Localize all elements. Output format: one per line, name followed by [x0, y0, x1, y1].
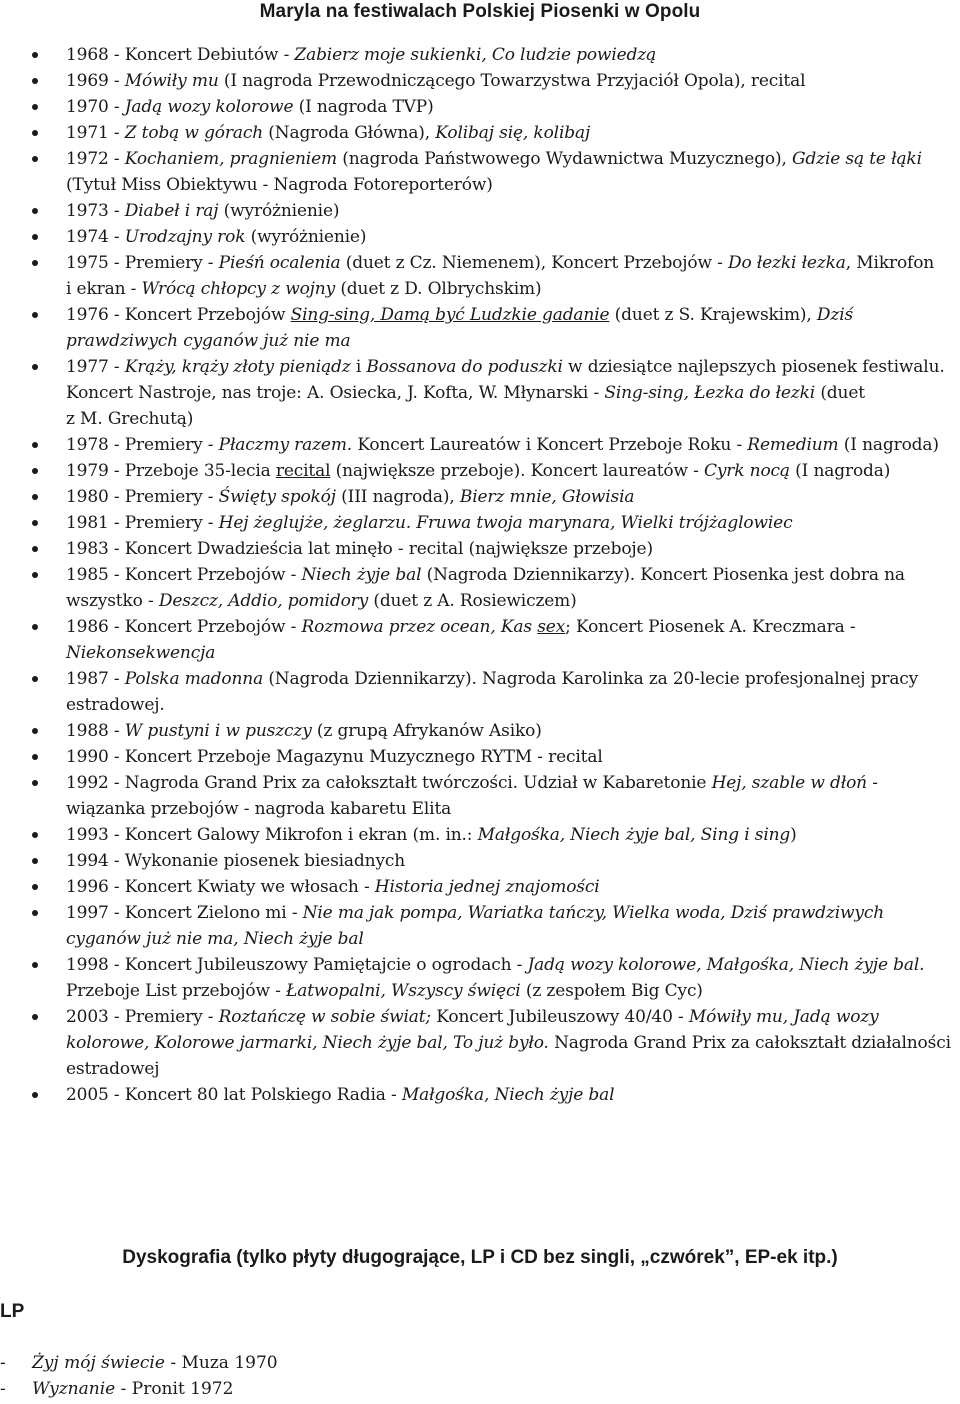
event-text-segment: Jadą wozy kolorowe, Małgośka, Niech żyje bal.	[527, 955, 925, 975]
event-text-segment: Kochaniem, pragnieniem	[124, 149, 337, 169]
bullet-icon	[32, 364, 38, 370]
event-text	[66, 721, 542, 741]
event-text-segment: Krąży, krąży złoty pieniądz	[124, 357, 351, 377]
event-text	[66, 825, 797, 845]
event-item	[0, 848, 960, 874]
event-text-segment: 1974 -	[66, 227, 125, 247]
event-text-segment: Diabeł i raj	[124, 201, 219, 221]
event-item	[0, 536, 960, 562]
event-text-segment: , Mikrofon	[845, 253, 935, 273]
event-text-segment: (Nagroda Dziennikarzy). Koncert Piosenka jest dobra na wszystko -	[66, 565, 905, 611]
bullet-icon	[32, 572, 38, 578]
lp-section-label: LP	[0, 1301, 25, 1322]
event-item	[0, 458, 960, 484]
event-text-segment: Z tobą w górach	[124, 123, 264, 143]
event-text-segment: sex	[537, 617, 566, 637]
event-item	[0, 120, 960, 146]
event-text-segment: Pieśń ocalenia	[218, 253, 341, 273]
event-text-segment: 1976 - Koncert Przebojów	[66, 305, 291, 325]
bullet-icon	[32, 260, 38, 266]
event-text	[66, 565, 905, 611]
event-text	[66, 149, 922, 195]
event-text	[66, 201, 339, 221]
event-text-segment: (I nagroda)	[789, 461, 891, 481]
event-text-segment: i ekran -	[66, 279, 142, 299]
event-text-segment: z M. Grechutą)	[66, 409, 194, 429]
bullet-icon	[32, 494, 38, 500]
event-item	[0, 68, 960, 94]
event-item	[0, 354, 960, 432]
bullet-icon	[32, 78, 38, 84]
bullet-icon	[32, 234, 38, 240]
event-text	[66, 747, 603, 767]
album-item	[0, 1376, 278, 1402]
event-text-segment: 1973 -	[66, 201, 125, 221]
event-item	[0, 822, 960, 848]
event-text-segment: 1980 - Premiery -	[66, 487, 219, 507]
event-item	[0, 302, 960, 354]
event-text-segment: Sing-sing, Damą być Ludzkie gadanie	[290, 305, 610, 325]
event-item	[0, 198, 960, 224]
bullet-icon	[32, 208, 38, 214]
event-text-segment: (z zespołem Big Cyc)	[520, 981, 703, 1001]
bullet-icon	[32, 442, 38, 448]
bullet-icon	[32, 1014, 38, 1020]
event-text-segment: (duet z D. Olbrychskim)	[335, 279, 542, 299]
event-text-segment: Małgośka, Niech żyje bal, Sing i sing	[477, 825, 791, 845]
event-text-segment: Historia jednej znajomości	[374, 877, 600, 897]
bullet-icon	[32, 910, 38, 916]
event-text-segment: Hej żeglujże, żeglarzu. Fruwa twoja marynara, Wielki trójżaglowiec	[218, 513, 793, 533]
event-text-segment: 1985 - Koncert Przebojów -	[66, 565, 302, 585]
event-text	[66, 617, 855, 663]
event-item	[0, 718, 960, 744]
event-text	[66, 773, 878, 819]
event-text-segment: 2003 - Premiery -	[66, 1007, 219, 1027]
album-item	[0, 1350, 278, 1376]
event-text-segment: Koncert Laureatów i Koncert Przeboje Roku -	[352, 435, 748, 455]
bullet-icon	[32, 1092, 38, 1098]
event-item	[0, 900, 960, 952]
event-text-segment: 1975 - Premiery -	[66, 253, 219, 273]
album-title: Żyj mój świecie	[32, 1353, 165, 1373]
event-text-segment: 1981 - Premiery -	[66, 513, 219, 533]
event-text-segment: 1990 - Koncert Przeboje Magazynu Muzycznego RYTM - recital	[66, 747, 603, 767]
event-text-segment: (Nagroda Główna),	[263, 123, 436, 143]
bullet-icon	[32, 312, 38, 318]
event-text-segment: Polska madonna	[124, 669, 264, 689]
event-item	[0, 952, 960, 1004]
event-text-segment: Do łezki łezka	[727, 253, 846, 273]
albums-list	[0, 1350, 278, 1402]
event-text-segment: (z grupą Afrykanów Asiko)	[311, 721, 542, 741]
event-item	[0, 250, 960, 302]
event-text	[66, 71, 805, 91]
event-text	[66, 461, 890, 481]
event-text-segment: 1971 -	[66, 123, 125, 143]
event-text-segment: (III nagroda),	[335, 487, 460, 507]
event-item	[0, 770, 960, 822]
event-text-segment: (I nagroda Przewodniczącego Towarzystwa Przyjaciół Opola), recital	[218, 71, 806, 91]
event-text-segment: 1969 -	[66, 71, 125, 91]
event-text-segment: 1988 -	[66, 721, 125, 741]
event-text-segment: Wrócą chłopcy z wojny	[141, 279, 336, 299]
event-text-segment: 1996 - Koncert Kwiaty we włosach -	[66, 877, 375, 897]
event-item	[0, 874, 960, 900]
event-text-segment: (duet z Cz. Niemenem), Koncert Przebojów -	[340, 253, 728, 273]
bullet-icon	[32, 52, 38, 58]
event-text-segment: i	[350, 357, 367, 377]
bullet-icon	[32, 468, 38, 474]
event-text	[66, 305, 853, 351]
event-text-segment: (wyróżnienie)	[218, 201, 340, 221]
event-text-segment: Koncert Jubileuszowy 40/40 -	[431, 1007, 689, 1027]
event-text-segment: Nie ma jak pompa, Wariatka tańczy, Wielka woda, Dziś prawdziwych cyganów już nie ma, Niech żyje bal	[66, 903, 885, 949]
event-text-segment: (największe przeboje). Koncert laureatów -	[330, 461, 704, 481]
event-text-segment: 1986 - Koncert Przebojów -	[66, 617, 302, 637]
event-text-segment: 1972 -	[66, 149, 125, 169]
festival-events-list	[0, 42, 960, 1108]
event-text-segment: - wiązanka przebojów - nagroda kabaretu Elita	[66, 773, 878, 819]
event-item	[0, 614, 960, 666]
bullet-icon	[32, 156, 38, 162]
album-label-year: - Pronit 1972	[115, 1379, 234, 1399]
bullet-icon	[32, 884, 38, 890]
event-text-segment: Rozmowa przez ocean, Kas	[301, 617, 538, 637]
event-text-segment: (duet	[815, 383, 865, 403]
event-item	[0, 1004, 960, 1082]
event-text-segment: 2005 - Koncert 80 lat Polskiego Radia -	[66, 1085, 402, 1105]
event-text-segment: Roztańczę w sobie świat;	[218, 1007, 432, 1027]
event-text	[66, 903, 884, 949]
event-text-segment: (I nagroda TVP)	[293, 97, 434, 117]
event-text-segment: Jadą wozy kolorowe	[124, 97, 294, 117]
event-text-segment: Nagroda Grand Prix za całokształt działalności estradowej	[66, 1033, 951, 1079]
bullet-icon	[32, 624, 38, 630]
event-text-segment: Urodzajny rok	[124, 227, 246, 247]
event-text	[66, 1085, 614, 1105]
event-text-segment: Mówiły mu, Jadą wozy kolorowe, Kolorowe jarmarki, Niech żyje bal, To już było.	[66, 1007, 879, 1053]
event-text-segment: 1977 -	[66, 357, 125, 377]
event-text	[66, 250, 956, 276]
event-item	[0, 146, 960, 198]
dash-marker: -	[0, 1379, 6, 1399]
event-text-segment: Przeboje List przebojów -	[66, 981, 286, 1001]
event-text-segment: W pustyni i w puszczy	[124, 721, 312, 741]
album-title: Wyznanie	[32, 1379, 116, 1399]
event-text	[66, 877, 600, 897]
event-text-segment: Dziś prawdziwych cyganów już nie ma	[66, 305, 854, 351]
event-text-segment: 1997 - Koncert Zielono mi -	[66, 903, 303, 923]
event-text-segment: 1978 - Premiery -	[66, 435, 219, 455]
event-text-segment: (wyróżnienie)	[245, 227, 367, 247]
event-text	[66, 354, 956, 406]
event-text-segment: Gdzie są te łąki	[792, 149, 922, 169]
event-item	[0, 484, 960, 510]
bullet-icon	[32, 754, 38, 760]
event-text-segment: (Tytuł Miss Obiektywu - Nagroda Fotoreporterów)	[66, 175, 493, 195]
event-item	[0, 562, 960, 614]
event-text	[66, 955, 924, 1001]
bullet-icon	[32, 858, 38, 864]
event-text-segment: Deszcz, Addio, pomidory	[158, 591, 369, 611]
event-text-segment: Mówiły mu	[124, 71, 219, 91]
page-title: Maryla na festiwalach Polskiej Piosenki w Opolu	[259, 1, 701, 22]
dash-marker: -	[0, 1353, 6, 1373]
event-item	[0, 666, 960, 718]
event-text-segment: Kolibaj się, kolibaj	[435, 123, 591, 143]
event-text	[66, 487, 634, 507]
event-text-segment: Płaczmy razem.	[218, 435, 353, 455]
event-text-segment: Remedium	[747, 435, 839, 455]
event-item	[0, 42, 960, 68]
event-text-segment: Cyrk nocą	[703, 461, 790, 481]
event-text-segment: Zabierz moje sukienki, Co ludzie powiedzą	[294, 45, 657, 65]
event-text-segment: Niekonsekwencja	[66, 643, 216, 663]
event-text-segment: 1994 - Wykonanie piosenek biesiadnych	[66, 851, 406, 871]
event-text-segment: Niech żyje bal	[301, 565, 422, 585]
event-item	[0, 224, 960, 250]
event-text-segment: (nagroda Państwowego Wydawnictwa Muzycznego),	[336, 149, 792, 169]
bullet-icon	[32, 520, 38, 526]
bullet-icon	[32, 728, 38, 734]
event-text-segment: )	[790, 825, 797, 845]
event-text-segment: Łatwopalni, Wszyscy święci	[285, 981, 521, 1001]
event-text-segment: (I nagroda)	[838, 435, 939, 455]
event-text	[66, 123, 590, 143]
album-label-year: - Muza 1970	[164, 1353, 278, 1373]
event-text-segment: 1968 - Koncert Debiutów -	[66, 45, 295, 65]
event-item	[0, 510, 960, 536]
bullet-icon	[32, 676, 38, 682]
event-text-segment: (duet z A. Rosiewiczem)	[368, 591, 577, 611]
discography-heading: Dyskografia (tylko płyty długogrające, LP i CD bez singli, „czwórek”, EP-ek itp.)	[122, 1247, 838, 1268]
event-text-segment: (Nagroda Dziennikarzy). Nagroda Karolinka za 20-lecie profesjonalnej pracy estradowej.	[66, 669, 919, 715]
bullet-icon	[32, 546, 38, 552]
event-text-segment: 1983 - Koncert Dwadzieścia lat minęło - recital (największe przeboje)	[66, 539, 653, 559]
bullet-icon	[32, 832, 38, 838]
event-text	[66, 276, 956, 302]
event-text	[66, 45, 656, 65]
event-text	[66, 227, 366, 247]
event-text-segment: w dziesiątce najlepszych piosenek festiwalu. Koncert Nastroje, nas troje: A. Osiecka, J. Kofta, W. Młynarski -	[66, 357, 945, 403]
event-text-segment: 1987 -	[66, 669, 125, 689]
event-text	[66, 406, 956, 432]
event-text	[66, 435, 939, 455]
event-text-segment: (duet z S. Krajewskim),	[609, 305, 817, 325]
event-text-segment: 1993 - Koncert Galowy Mikrofon i ekran (m. in.:	[66, 825, 478, 845]
bullet-icon	[32, 130, 38, 136]
event-text	[66, 669, 918, 715]
event-text-segment: Święty spokój	[218, 487, 336, 507]
event-text	[66, 539, 653, 559]
event-text	[66, 513, 792, 533]
event-item	[0, 744, 960, 770]
event-text-segment: 1970 -	[66, 97, 125, 117]
event-item	[0, 1082, 960, 1108]
bullet-icon	[32, 104, 38, 110]
bullet-icon	[32, 780, 38, 786]
event-text	[66, 97, 434, 117]
event-text-segment: Bossanova do poduszki	[366, 357, 563, 377]
event-item	[0, 94, 960, 120]
event-item	[0, 432, 960, 458]
event-text-segment: 1998 - Koncert Jubileuszowy Pamiętajcie o ogrodach -	[66, 955, 528, 975]
event-text-segment: 1979 - Przeboje 35-lecia	[66, 461, 276, 481]
event-text-segment: Hej, szable w dłoń	[711, 773, 867, 793]
event-text-segment: Małgośka, Niech żyje bal	[401, 1085, 615, 1105]
event-text-segment: 1992 - Nagroda Grand Prix za całokształt twórczości. Udział w Kabaretonie	[66, 773, 712, 793]
event-text	[66, 1007, 951, 1079]
event-text-segment: recital	[275, 461, 331, 481]
event-text-segment: Sing-sing, Łezka do łezki	[604, 383, 816, 403]
event-text	[66, 851, 405, 871]
event-text-segment: ; Koncert Piosenek A. Kreczmara -	[565, 617, 856, 637]
event-text-segment: Bierz mnie, Głowisia	[459, 487, 635, 507]
bullet-icon	[32, 962, 38, 968]
